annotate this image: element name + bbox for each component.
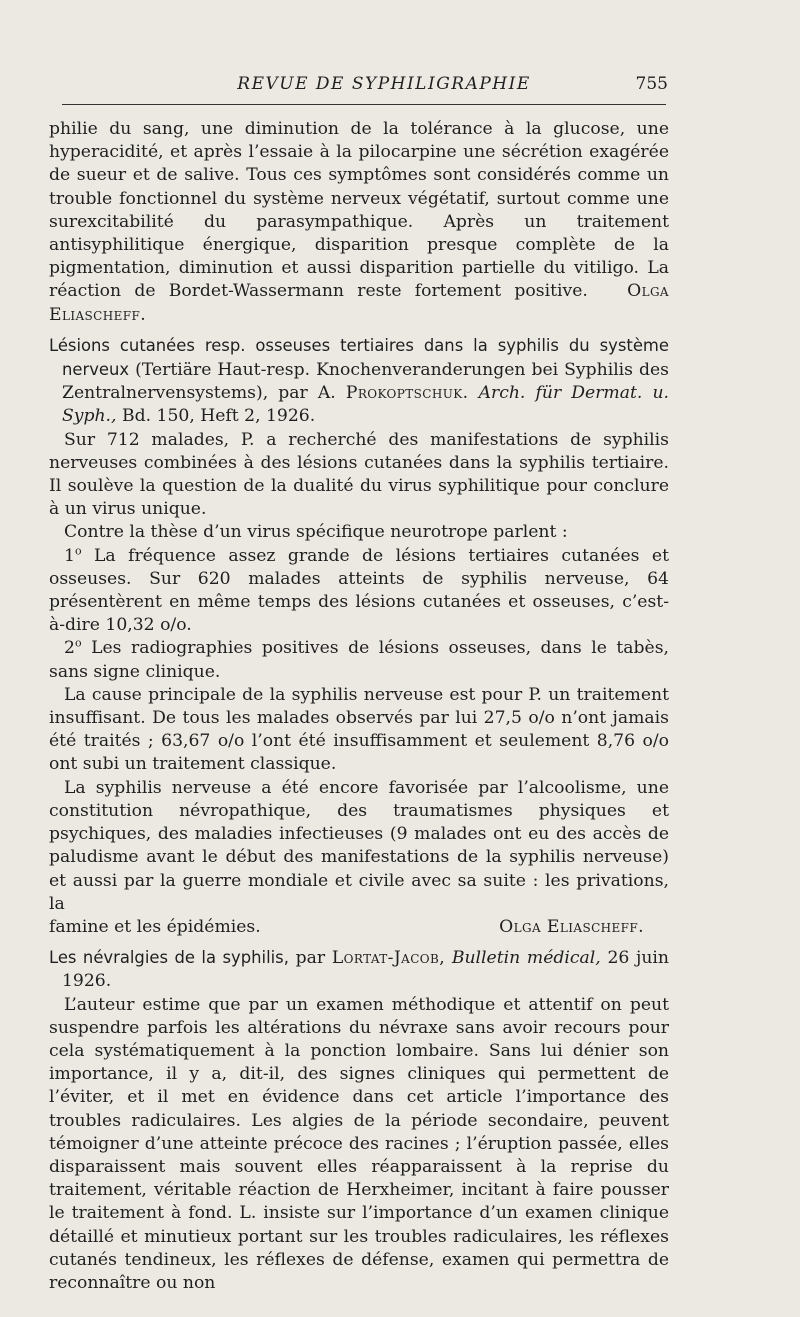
abstract-author: Olga Eliascheff. xyxy=(499,916,644,937)
article-heading-lesions xyxy=(49,334,669,429)
article-paragraph: Contre la thèse d’un virus spécifique neurotrope parlent : xyxy=(64,522,568,543)
page-header xyxy=(60,70,668,104)
article-author: Prokoptschuk. xyxy=(345,383,469,404)
list-item: 1$^o$ La fréquence assez grande de lésions tertiaires cutanées et osseuses. Sur 620 malades atteints de syphilis nerveuse, 64 présentèrent en même temps des lésions cutanées et osseuses, c’est-à-dire 10,32 o/o. xyxy=(49,543,669,636)
abstract-continuation xyxy=(49,118,669,327)
article-paragraph: L’auteur estime que par un examen méthodique et attentif on peut suspendre parfois les altérations du névraxe sans avoir recours pour cela systématiquement à la ponction lombaire. Sans lui dénier son importance, il y a, dit-il, des signes cliniques qui permettent de l’éviter, et il met en évidence dans cet article l’importance des troubles radiculaires. Les algies de la période secondaire, peuvent témoigner d’une atteinte précoce des racines ; l’éruption passée, elles disparaissent mais souvent elles réapparaissent à la reprise du traitement, véritable réaction de Herxheimer, incitant à faire pousser le traitement à fond. L. insiste sur l’importance d’un examen clinique détaillé et minutieux portant sur les troubles radiculaires, les réflexes cutanés tendineux, les réflexes de défense, examen qui permettra de reconnaître ou non xyxy=(49,994,669,1293)
article-paragraph: Sur 712 malades, P. a recherché des manifestations de syphilis nerveuses combinées à des lésions cutanées dans la syphilis tertiaire. Il soulève la question de la dualité du virus syphilitique pour conclure à un virus unique. xyxy=(49,429,669,520)
article-heading-nevralgies xyxy=(49,946,669,993)
article-journal: Bulletin médical, xyxy=(451,948,601,969)
article-title-lesions: Lésions cutanées resp. osseuses tertiaires dans la syphilis du système nerveux xyxy=(49,335,669,380)
article-journal: Arch. für Dermat. u. Syph., xyxy=(62,383,669,427)
article-paragraph: La cause principale de la syphilis nerveuse est pour P. un traitement insuffisant. De tous les malades observés par lui 27,5 o/o n’ont jamais été traités ; 63,67 o/o l’ont été insuffisamment et seulement 8,76 o/o ont subi un traitement classique. xyxy=(49,684,669,775)
page-body xyxy=(49,118,669,1295)
article-par: par xyxy=(295,948,326,969)
article-paragraph: La syphilis nerveuse a été encore favorisée par l’alcoolisme, une constitution névropathique, des traumatismes physiques et psychiques, des maladies infectieuses (9 malades ont eu des accès de paludisme avant le début des manifestations de la syphilis nerveuse) et aussi par la guerre mondiale et civile avec sa suite : les privations, la xyxy=(49,777,669,914)
article-author: Lortat-Jacob, xyxy=(331,948,446,969)
signature-line xyxy=(49,916,669,939)
running-title: REVUE DE SYPHILIGRAPHIE xyxy=(237,74,531,94)
article-citation-start: (Tertiäre Haut-resp. Knochenveranderungen bei Syphilis des Zentralnervensystems), par A. xyxy=(62,360,670,404)
list-item-text: La fréquence assez grande de lésions tertiaires cutanées et osseuses. Sur 620 malades atteints de syphilis nerveuse, 64 présentèrent en même temps des lésions cutanées et osseuses, c’est-à-dire 10,32 o/o. xyxy=(49,545,669,636)
list-item-text: Les radiographies positives de lésions osseuses, dans le tabès, sans signe clinique. xyxy=(49,638,669,682)
list-marker: 1 xyxy=(64,545,75,566)
abstract-author: Olga Eliascheff. xyxy=(49,281,669,325)
page-number: 755 xyxy=(635,74,668,94)
article-date: 26 juin 1926. xyxy=(62,948,669,992)
abstract-continuation-text: philie du sang, une diminution de la tolérance à la glucose, une hyperacidité, et après l’essaie à la pilocarpine une sécrétion exagérée de sueur et de salive. Tous ces symptômes sont considérés comme un trouble fonctionnel du système nerveux végétatif, surtout comme une surexcitabilité du parasympathique. Après un traitement antisyphilitique énergique, disparition presque complète de la pigmentation, diminution et aussi disparition partielle du vitiligo. La réaction de Bordet-Wassermann reste fortement positive. xyxy=(49,119,669,302)
article-citation-end: Bd. 150, Heft 2, 1926. xyxy=(121,406,316,427)
list-marker: 2 xyxy=(64,638,75,659)
list-item: 2$^o$ Les radiographies positives de lésions osseuses, dans le tabès, sans signe clinique. xyxy=(49,636,669,682)
last-line-text: famine et les épidémies. xyxy=(49,916,261,937)
article-title-nevralgies: Les névralgies de la syphilis, xyxy=(49,948,289,968)
header-rule xyxy=(62,104,666,105)
